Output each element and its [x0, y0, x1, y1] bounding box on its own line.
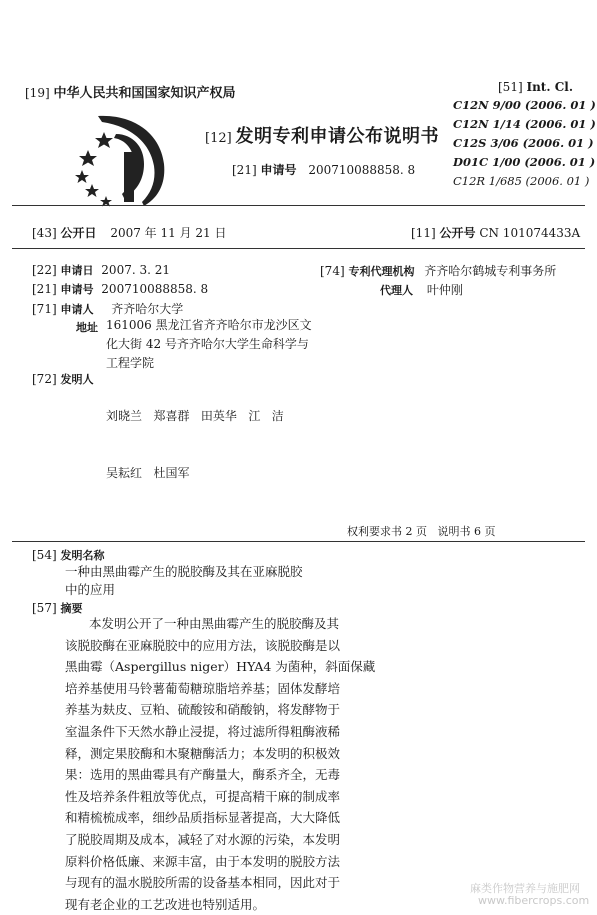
pub-number [411, 224, 580, 241]
abstract-line: 培养基使用马铃薯葡萄糖琼脂培养基；固体发酵培 [65, 680, 341, 696]
applicant-code: [71] [32, 302, 57, 316]
filing-code: [22] [32, 263, 57, 277]
doc-title-line [205, 122, 439, 148]
address-line: 化大街 42 号齐齐哈尔大学生命科学与 [106, 337, 309, 351]
intcl-item: C12S 3/06 (2006. 01 ) [453, 136, 594, 150]
intcl-label: Int. Cl. [526, 80, 573, 94]
header-appno-value: 200710088858. 8 [308, 163, 416, 177]
address-line: 161006 黑龙江省齐齐哈尔市龙沙区文 [106, 318, 312, 332]
address-label: 地址 [76, 321, 98, 334]
address-line: 工程学院 [106, 356, 155, 370]
office-name: 中华人民共和国国家知识产权局 [53, 86, 236, 101]
pub-date [32, 224, 226, 241]
filing-label: 申请日 [60, 264, 94, 277]
doc-code: [12] [205, 131, 232, 146]
application-number [32, 281, 208, 297]
abstract-line: 了脱胶周期及成本，减轻了对水源的污染，本发明 [65, 831, 341, 847]
inventor-line: 刘晓兰 郑喜群 田英华 江 洁 [106, 409, 284, 423]
invention-title-heading [32, 547, 104, 563]
inventor-line: 吴耘红 杜国军 [106, 466, 190, 480]
agent-label: 代理人 [380, 284, 413, 297]
title-label: 发明名称 [60, 549, 105, 562]
applicant-value: 齐齐哈尔大学 [111, 302, 184, 316]
title-line: 中的应用 [65, 582, 116, 597]
pub-date-label: 公开日 [60, 226, 97, 240]
abstract-code: [57] [32, 601, 57, 615]
inventor-label: 发明人 [60, 373, 94, 386]
appno-value: 200710088858. 8 [101, 282, 209, 296]
office-code: [19] [25, 86, 50, 100]
agency-value: 齐齐哈尔鹤城专利事务所 [424, 264, 557, 278]
cnipa-emblem-icon [72, 112, 170, 210]
abstract-line: 室温条件下天然水静止浸提，将过滤所得粗酶液稀 [65, 723, 341, 739]
agency-code: [74] [320, 264, 345, 278]
abstract-line: 果：选用的黑曲霉具有产酶量大，酶系齐全，无毒 [65, 767, 341, 783]
title-code: [54] [32, 548, 57, 562]
biblio-rule [12, 541, 585, 542]
inventor-names [106, 369, 284, 502]
agency-label: 专利代理机构 [348, 265, 415, 278]
applicant [32, 300, 183, 317]
abstract-body [65, 613, 585, 915]
agent [380, 281, 463, 298]
abstract-line: 养基为麸皮、豆粕、硫酸铵和硝酸钠，将发酵物于 [65, 702, 341, 718]
page-count-note: 权利要求书 2 页 说明书 6 页 [347, 525, 496, 538]
appno-code: [21] [32, 282, 57, 296]
abstract-line: 与现有的温水脱胶所需的设备基本相同，因此对于 [65, 875, 341, 891]
pubrow-rule [12, 248, 585, 249]
office-line [25, 82, 235, 101]
title-line: 一种由黑曲霉产生的脱胶酶及其在亚麻脱胶 [65, 564, 303, 579]
intcl-code: [51] [498, 80, 523, 94]
agent-value: 叶仲刚 [426, 283, 463, 297]
filing-value: 2007. 3. 21 [101, 263, 170, 277]
intcl-item: C12N 9/00 (2006. 01 ) [453, 98, 596, 112]
header-appno-code: [21] [232, 163, 257, 177]
pub-number-value: CN 101074433A [479, 226, 581, 240]
pub-date-code: [43] [32, 226, 57, 240]
header-appno-label: 申请号 [260, 163, 297, 177]
address-value [106, 316, 312, 373]
inventor-heading [32, 371, 93, 387]
header-rule [12, 205, 585, 206]
abstract-line: 性及培养条件粗放等优点，可提高精干麻的制成率 [65, 788, 341, 804]
intcl-item: C12R 1/685 (2006. 01 ) [453, 174, 590, 188]
agency [320, 262, 556, 279]
doc-title: 发明专利申请公布说明书 [235, 126, 440, 147]
abstract-line: 黑曲霉（Aspergillus niger）HYA4 为菌种，斜面保藏 [65, 659, 376, 675]
abstract-line: 该脱胶酶在亚麻脱胶中的应用方法，该脱胶酶是以 [65, 637, 341, 653]
header-appno [232, 161, 415, 178]
pub-number-label: 公开号 [439, 226, 476, 240]
filing-date [32, 262, 170, 278]
watermark-line2: www.fibercrops.com [478, 894, 590, 907]
inventor-code: [72] [32, 372, 57, 386]
abstract-label: 摘要 [60, 602, 83, 615]
intcl-list [453, 98, 596, 193]
intcl-item: D01C 1/00 (2006. 01 ) [453, 155, 596, 169]
pub-date-value: 2007 年 11 月 21 日 [110, 226, 227, 240]
appno-label: 申请号 [60, 283, 94, 296]
pub-number-code: [11] [411, 226, 436, 240]
intcl-item: C12N 1/14 (2006. 01 ) [453, 117, 596, 131]
intcl-heading [498, 80, 573, 94]
abstract-line: 本发明公开了一种由黑曲霉产生的脱胶酶及其 [89, 616, 340, 631]
abstract-line: 和精梳梳成率，细纱品质指标显著提高，大大降低 [65, 810, 341, 826]
watermark-line1: 麻类作物营养与施肥网 [470, 882, 580, 895]
abstract-line: 现有老企业的工艺改进也特别适用。 [65, 896, 266, 912]
invention-title [65, 563, 303, 599]
applicant-label: 申请人 [60, 303, 94, 316]
abstract-line: 释，测定果胶酶和木聚糖酶活力；本发明的积极效 [65, 745, 341, 761]
abstract-line: 原料价格低廉、来源丰富，由于本发明的脱胶方法 [65, 853, 341, 869]
